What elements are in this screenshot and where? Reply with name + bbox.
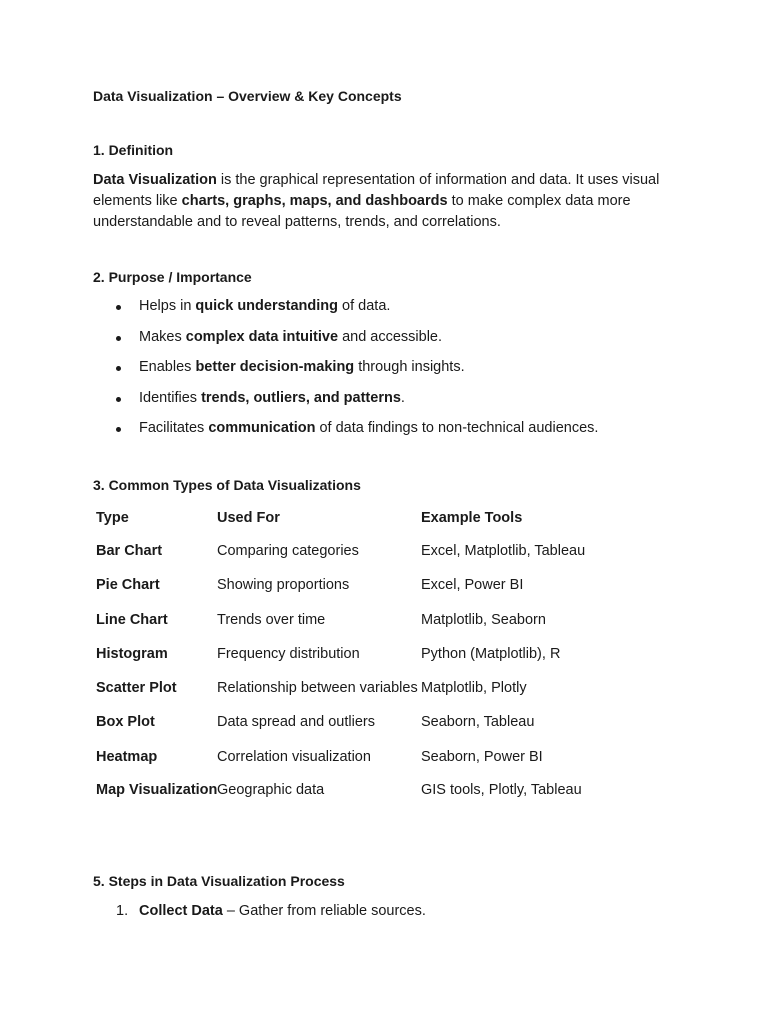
table-cell: Data spread and outliers	[217, 714, 375, 730]
purpose-item: Facilitates communication of data findings to non-technical audiences.	[139, 420, 599, 436]
table-cell: Scatter Plot	[96, 680, 177, 696]
step-item: Collect Data – Gather from reliable sources.	[139, 903, 426, 919]
table-cell: Seaborn, Power BI	[421, 749, 543, 765]
table-cell: Geographic data	[217, 782, 325, 798]
purpose-item: Helps in quick understanding of data.	[139, 298, 391, 314]
definition-heading: 1. Definition	[93, 142, 174, 158]
purpose-item: Makes complex data intuitive and accessible.	[139, 329, 443, 345]
table-cell: Pie Chart	[96, 577, 160, 593]
table-cell: Box Plot	[96, 714, 155, 730]
definition-paragraph	[93, 170, 673, 233]
purpose-heading: 2. Purpose / Importance	[93, 269, 252, 285]
definition-text-c: to make complex data more understandable and to reveal patterns, trends, and correlations.	[93, 193, 631, 230]
table-cell: Frequency distribution	[217, 646, 360, 662]
table-cell: Trends over time	[217, 612, 326, 628]
purpose-item: Identifies trends, outliers, and patterns.	[139, 390, 405, 406]
table-cell: Map Visualization	[96, 782, 218, 798]
table-cell: Comparing categories	[217, 543, 359, 559]
table-cell: Showing proportions	[217, 577, 350, 593]
column-header: Used For	[217, 510, 280, 526]
bullet-icon	[116, 427, 121, 432]
table-cell: Excel, Power BI	[421, 577, 524, 593]
table-cell: GIS tools, Plotly, Tableau	[421, 782, 582, 798]
table-cell: Line Chart	[96, 612, 168, 628]
definition-text-a: is the graphical representation of information and data. It uses visual elements like	[93, 172, 660, 209]
bullet-icon	[116, 336, 121, 341]
definition-term: Data Visualization	[93, 172, 217, 188]
table-cell: Matplotlib, Plotly	[421, 680, 527, 696]
bullet-icon	[116, 366, 121, 371]
purpose-item: Enables better decision-making through insights.	[139, 359, 465, 375]
definition-elements: charts, graphs, maps, and dashboards	[181, 193, 448, 209]
table-cell: Bar Chart	[96, 543, 163, 559]
column-header: Example Tools	[421, 510, 523, 526]
table-cell: Histogram	[96, 646, 168, 662]
table-cell: Correlation visualization	[217, 749, 371, 765]
step-number: 1.	[116, 903, 129, 919]
table-cell: Heatmap	[96, 749, 158, 765]
bullet-icon	[116, 305, 121, 310]
types-heading: 3. Common Types of Data Visualizations	[93, 477, 361, 493]
table-cell: Python (Matplotlib), R	[421, 646, 561, 662]
steps-heading: 5. Steps in Data Visualization Process	[93, 873, 345, 889]
column-header: Type	[96, 510, 129, 526]
bullet-icon	[116, 397, 121, 402]
table-cell: Seaborn, Tableau	[421, 714, 535, 730]
document-title: Data Visualization – Overview & Key Concepts	[93, 88, 402, 104]
table-cell: Excel, Matplotlib, Tableau	[421, 543, 586, 559]
table-cell: Relationship between variables	[217, 680, 418, 696]
table-cell: Matplotlib, Seaborn	[421, 612, 546, 628]
